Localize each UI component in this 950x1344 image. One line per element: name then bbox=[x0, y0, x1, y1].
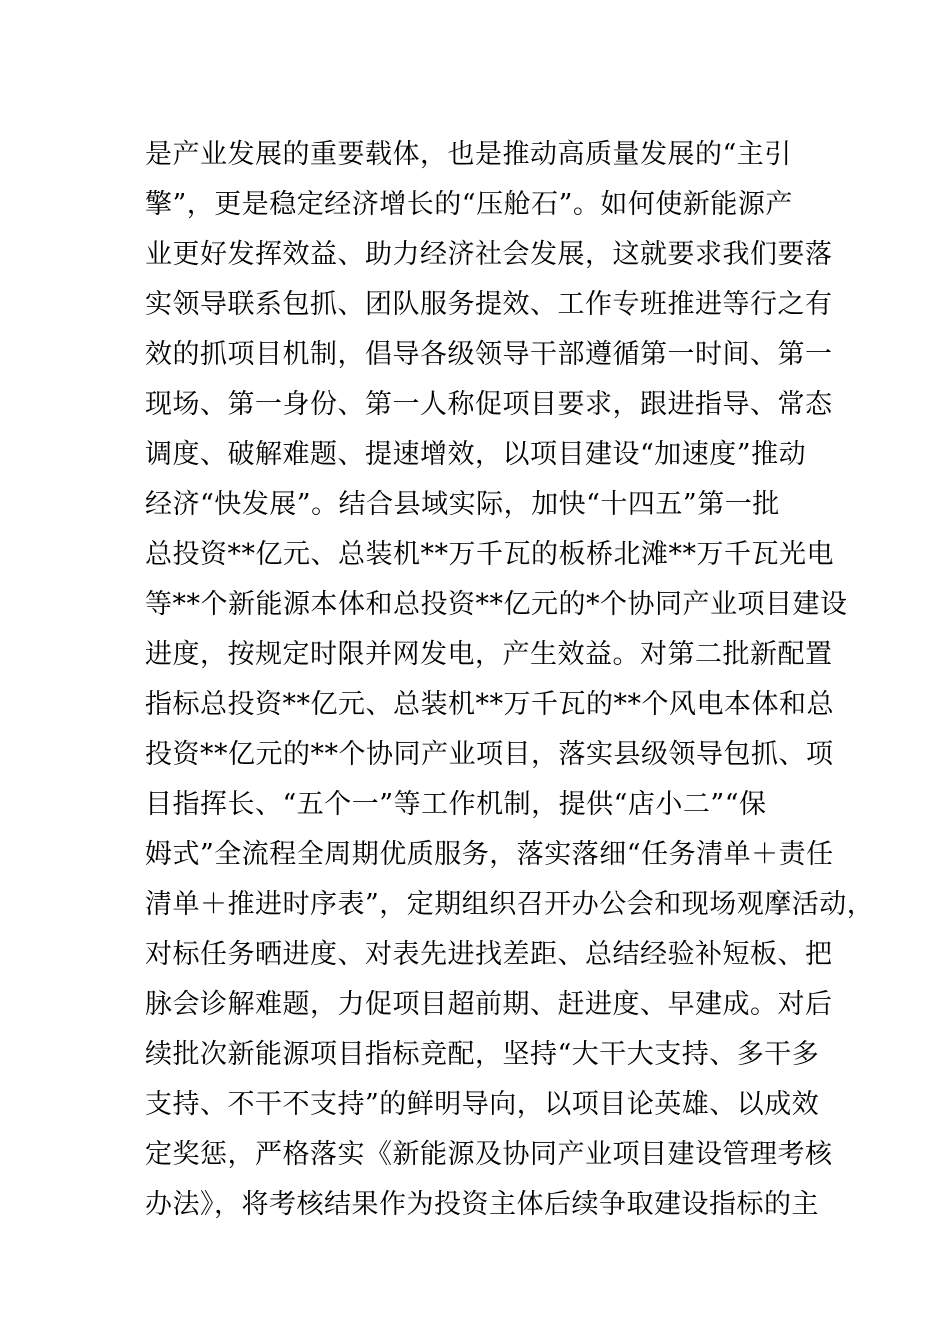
text-line: 业更好发挥效益、助力经济社会发展，这就要求我们要落 bbox=[145, 239, 833, 270]
text-line: 投资**亿元的**个协同产业项目，落实县级领导包抓、项 bbox=[145, 739, 834, 770]
text-line: 姆式”全流程全周期优质服务，落实落细“任务清单＋责任 bbox=[145, 839, 834, 870]
text-line: 目指挥长、“五个一”等工作机制，提供“店小二”“保 bbox=[145, 789, 767, 820]
text-line: 总投资**亿元、总装机**万千瓦的板桥北滩**万千瓦光电 bbox=[145, 539, 834, 570]
text-line: 是产业发展的重要载体，也是推动高质量发展的“主引 bbox=[145, 139, 792, 170]
text-line: 等**个新能源本体和总投资**亿元的*个协同产业项目建设 bbox=[145, 589, 848, 620]
text-line: 续批次新能源项目指标竞配，坚持“大干大支持、多干多 bbox=[145, 1039, 820, 1070]
text-line: 支持、不干不支持”的鲜明导向，以项目论英雄、以成效 bbox=[145, 1089, 820, 1120]
text-line: 定奖惩，严格落实《新能源及协同产业项目建设管理考核 bbox=[145, 1139, 833, 1170]
text-line: 效的抓项目机制，倡导各级领导干部遵循第一时间、第一 bbox=[145, 339, 833, 370]
body-text bbox=[145, 130, 875, 1230]
text-line: 清单＋推进时序表”，定期组织召开办公会和现场观摩活动， bbox=[145, 889, 875, 920]
text-line: 进度，按规定时限并网发电，产生效益。对第二批新配置 bbox=[145, 639, 833, 670]
text-line: 实领导联系包抓、团队服务提效、工作专班推进等行之有 bbox=[145, 289, 833, 320]
text-line: 指标总投资**亿元、总装机**万千瓦的**个风电本体和总 bbox=[145, 689, 834, 720]
text-line: 现场、第一身份、第一人称促项目要求，跟进指导、常态 bbox=[145, 389, 833, 420]
text-line: 对标任务晒进度、对表先进找差距、总结经验补短板、把 bbox=[145, 939, 833, 970]
text-line: 经济“快发展”。结合县域实际，加快“十四五”第一批 bbox=[145, 489, 780, 520]
text-line: 办法》，将考核结果作为投资主体后续争取建设指标的主 bbox=[145, 1189, 819, 1220]
text-line: 擎”，更是稳定经济增长的“压舱石”。如何使新能源产 bbox=[145, 189, 793, 220]
text-line: 调度、破解难题、提速增效，以项目建设“加速度”推动 bbox=[145, 439, 807, 470]
text-line: 脉会诊解难题，力促项目超前期、赶进度、早建成。对后 bbox=[145, 989, 833, 1020]
